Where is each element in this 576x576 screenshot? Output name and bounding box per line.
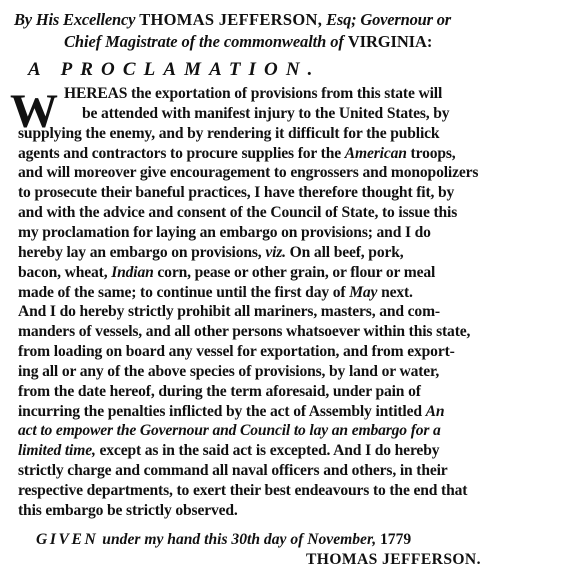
body-text: made of the same; to continue until the first day of — [18, 283, 350, 301]
body-text-italic: limited time, — [18, 442, 96, 460]
body-text: from loading on board any vessel for exportation, and from export- — [18, 343, 455, 361]
body-text: HEREAS the exportation of provisions from this state will — [64, 85, 443, 102]
body-line — [82, 106, 449, 122]
body-line — [18, 344, 455, 360]
body-text-italic: Indian — [111, 263, 154, 281]
body-line — [18, 364, 439, 380]
body-text-italic: American — [344, 144, 407, 162]
given-year: 1779 — [376, 531, 412, 548]
body-line — [18, 205, 457, 221]
body-text-italic: May — [349, 283, 378, 301]
proclamation-heading: A PROCLAMATION. — [28, 59, 321, 80]
body-line — [64, 86, 442, 102]
body-text: troops, — [406, 144, 456, 162]
given-line — [36, 532, 411, 548]
body-text: my proclamation for laying an embargo on provisions; and I do — [18, 223, 431, 241]
body-line — [18, 463, 448, 479]
body-text: manders of vessels, and all other persons whatsoever within this state, — [18, 323, 471, 341]
body-text: supplying the enemy, and by rendering it difficult for the publick — [18, 124, 440, 142]
body-text: On all beef, pork, — [285, 243, 404, 261]
body-line — [18, 165, 478, 181]
body-line — [18, 245, 404, 261]
body-line — [18, 423, 441, 439]
given-text: under my hand this 30th day of — [98, 531, 308, 548]
body-line — [18, 404, 444, 420]
signature: THOMAS JEFFERSON. — [306, 551, 481, 568]
header-line-1 — [14, 12, 451, 29]
body-line — [18, 146, 456, 162]
body-text: to prosecute their baneful practices, I have therefore thought fit, by — [18, 184, 455, 202]
body-text: except as in the said act is excepted. And I do hereby — [95, 442, 440, 460]
given-word: GIVEN — [36, 531, 99, 548]
body-text: ing all or any of the above species of provisions, by land or water, — [18, 362, 440, 380]
body-line — [18, 443, 439, 459]
body-line — [18, 285, 413, 301]
body-text-italic: viz. — [265, 243, 286, 261]
body-text: And I do hereby strictly prohibit all mariners, masters, and com- — [18, 303, 440, 321]
body-text: hereby lay an embargo on provisions, — [18, 243, 266, 261]
header-title: Esq; Governour or — [326, 10, 452, 29]
body-line — [18, 185, 454, 201]
body-text-italic: act to empower the Governour and Council to lay an embargo for a — [18, 422, 441, 440]
body-text: and will moreover give encouragement to engrossers and monopolizers — [18, 164, 479, 182]
header-line-2 — [64, 34, 432, 51]
given-month: November, — [307, 531, 377, 548]
body-line — [18, 304, 440, 320]
body-text: and with the advice and consent of the Council of State, to issue this — [18, 204, 458, 222]
body-text: bacon, wheat, — [18, 263, 112, 281]
body-text: agents and contractors to procure supplies for the — [18, 144, 345, 162]
state-name: VIRGINIA: — [347, 32, 433, 51]
body-text: corn, pease or other grain, or flour or meal — [153, 263, 436, 281]
body-text: be attended with manifest injury to the United States, by — [82, 104, 450, 122]
body-line — [18, 483, 467, 499]
body-text: incurring the penalties inflicted by the act of Assembly intitled — [18, 402, 426, 420]
body-line — [18, 503, 238, 519]
drop-cap: W — [10, 85, 58, 138]
body-line — [18, 225, 431, 241]
body-text: from the date hereof, during the term aforesaid, under pain of — [18, 382, 421, 400]
body-text: respective departments, to exert their best endeavours to the end that — [18, 482, 468, 499]
header-prefix: By His Excellency — [14, 10, 136, 29]
body-text: next. — [377, 283, 413, 301]
body-line — [18, 126, 439, 142]
body-text: this embargo be strictly observed. — [18, 501, 238, 519]
body-text-italic: An — [425, 402, 445, 420]
body-text: strictly charge and command all naval officers and others, in their — [18, 462, 448, 480]
governor-name: THOMAS JEFFERSON, — [139, 10, 323, 29]
header-magistrate: Chief Magistrate of the commonwealth of — [64, 32, 344, 51]
body-line — [18, 384, 421, 400]
body-line — [18, 324, 470, 340]
body-line — [18, 265, 435, 281]
